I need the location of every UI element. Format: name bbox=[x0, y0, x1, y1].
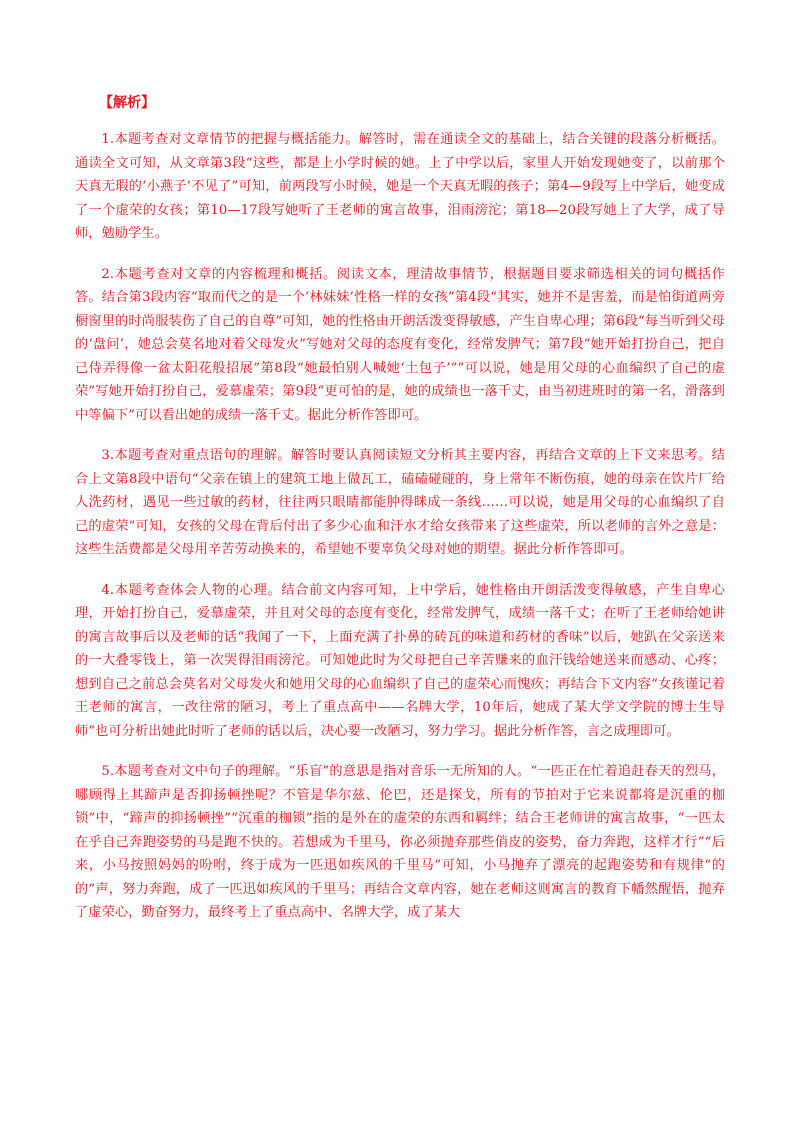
analysis-paragraph-1: 1.本题考查对文章情节的把握与概括能力。解答时，需在通读全文的基础上，结合关键的段落分析概括。通读全文可知，从文章第3段“这些，都是上小学时候的她。上了中学以后，家里人开始发现她变了，以前那个天真无瑕的‘小燕子’不见了”可知，前两段写小时候，她是一个天真无暇的孩子；第4—9段写上中学后，她变成了一个虚荣的女孩；第10—17段写她听了王老师的寓言故事，泪雨滂沱；第18—20段写她上了大学，成了导师，勉励学生。 bbox=[75, 132, 725, 241]
analysis-paragraph-3: 3.本题考查对重点语句的理解。解答时要认真阅读短文分析其主要内容，再结合文章的上下文来思考。结合上文第8段中语句“父亲在镇上的建筑工地上做瓦工，磕磕碰碰的，身上常年不断伤痕，她的母亲在饮片厂给人洗药材，遇见一些过敏的药材，往往两只眼睛都能肿得眯成一条线……可以说，她是用父母的心血编织了自己的虚荣”可知，女孩的父母在背后付出了多少心血和汗水才给女孩带来了这些虚荣，所以老师的言外之意是：这些生活费都是父母用辛苦劳动换来的，希望她不要辜负父母对她的期望。据此分析作答即可。 bbox=[75, 448, 725, 557]
analysis-section bbox=[75, 92, 725, 942]
analysis-paragraph-5: 5.本题考查对文中句子的理解。“乐盲”的意思是指对音乐一无所知的人。“一匹正在忙着追赶春天的烈马，哪顾得上其蹄声是否抑扬顿挫呢？不管是华尔兹、伦巴，还是探戈，所有的节拍对于它来说都将是沉重的枷锁”中，“蹄声的抑扬顿挫”“沉重的枷锁”指的是外在的虚荣的东西和羁绊；结合王老师讲的寓言故事，“一匹太在乎自己奔跑姿势的马是跑不快的。若想成为千里马，你必须抛弃那些俏皮的姿势，奋力奔跑，这样才行”“后来，小马按照妈妈的吩咐，终于成为一匹迅如疾风的千里马”可知，小马抛弃了漂亮的起跑姿势和有规律“的的”声，努力奔跑，成了一匹迅如疾风的千里马；再结合文章内容，她在老师这则寓言的教育下幡然醒悟，抛弃了虚荣心，勤奋努力，最终考上了重点高中、名牌大学，成了某大 bbox=[75, 764, 725, 920]
analysis-paragraph-2: 2.本题考查对文章的内容梳理和概括。阅读文本，理清故事情节，根据题目要求筛选相关的词句概括作答。结合第3段内容“取而代之的是一个‘林妹妹’性格一样的女孩”第4段“其实，她并不是害羞，而是怕街道两旁橱窗里的时尚服装伤了自己的自尊”可知，她的性格由开朗活泼变得敏感，产生自卑心理；第6段“每当听到父母的‘盘问’，她总会莫名地对着父母发火”写她对父母的态度有变化，经常发脾气；第7段“她开始打扮自己，把自己侍弄得像一盆太阳花般招展”第8段“她最怕别人喊她‘土包子’”“可以说，她是用父母的心血编织了自己的虚荣”写她开始打扮自己，爱慕虚荣；第9段“更可怕的是，她的成绩也一落千丈，由当初进班时的第一名，滑落到中等偏下”可以看出她的成绩一落千丈。据此分析作答即可。 bbox=[75, 266, 725, 423]
analysis-heading: 【解析】 bbox=[99, 95, 155, 111]
analysis-paragraph-4: 4.本题考查体会人物的心理。结合前文内容可知，上中学后，她性格由开朗活泼变得敏感，产生自卑心理，开始打扮自己，爱慕虚荣，并且对父母的态度有变化，经常发脾气，成绩一落千丈；在听了王老师给她讲的寓言故事后以及老师的话“我闻了一下，上面充满了扑鼻的砖瓦的味道和药材的香味”以后，她趴在父亲送来的一大叠零钱上，第一次哭得泪雨滂沱。可知她此时为父母把自己辛苦赚来的血汗钱给她送来而感动、心疼；想到自己之前总会莫名对父母发火和她用父母的心血编织了自己的虚荣心而愧疚；再结合下文内容“女孩谨记着王老师的寓言，一改往常的陋习，考上了重点高中——名牌大学，10年后，她成了某大学文学院的博士生导师”也可分析出她此时听了老师的话以后，决心要一改陋习，努力学习。据此分析作答，言之成理即可。 bbox=[75, 582, 725, 739]
